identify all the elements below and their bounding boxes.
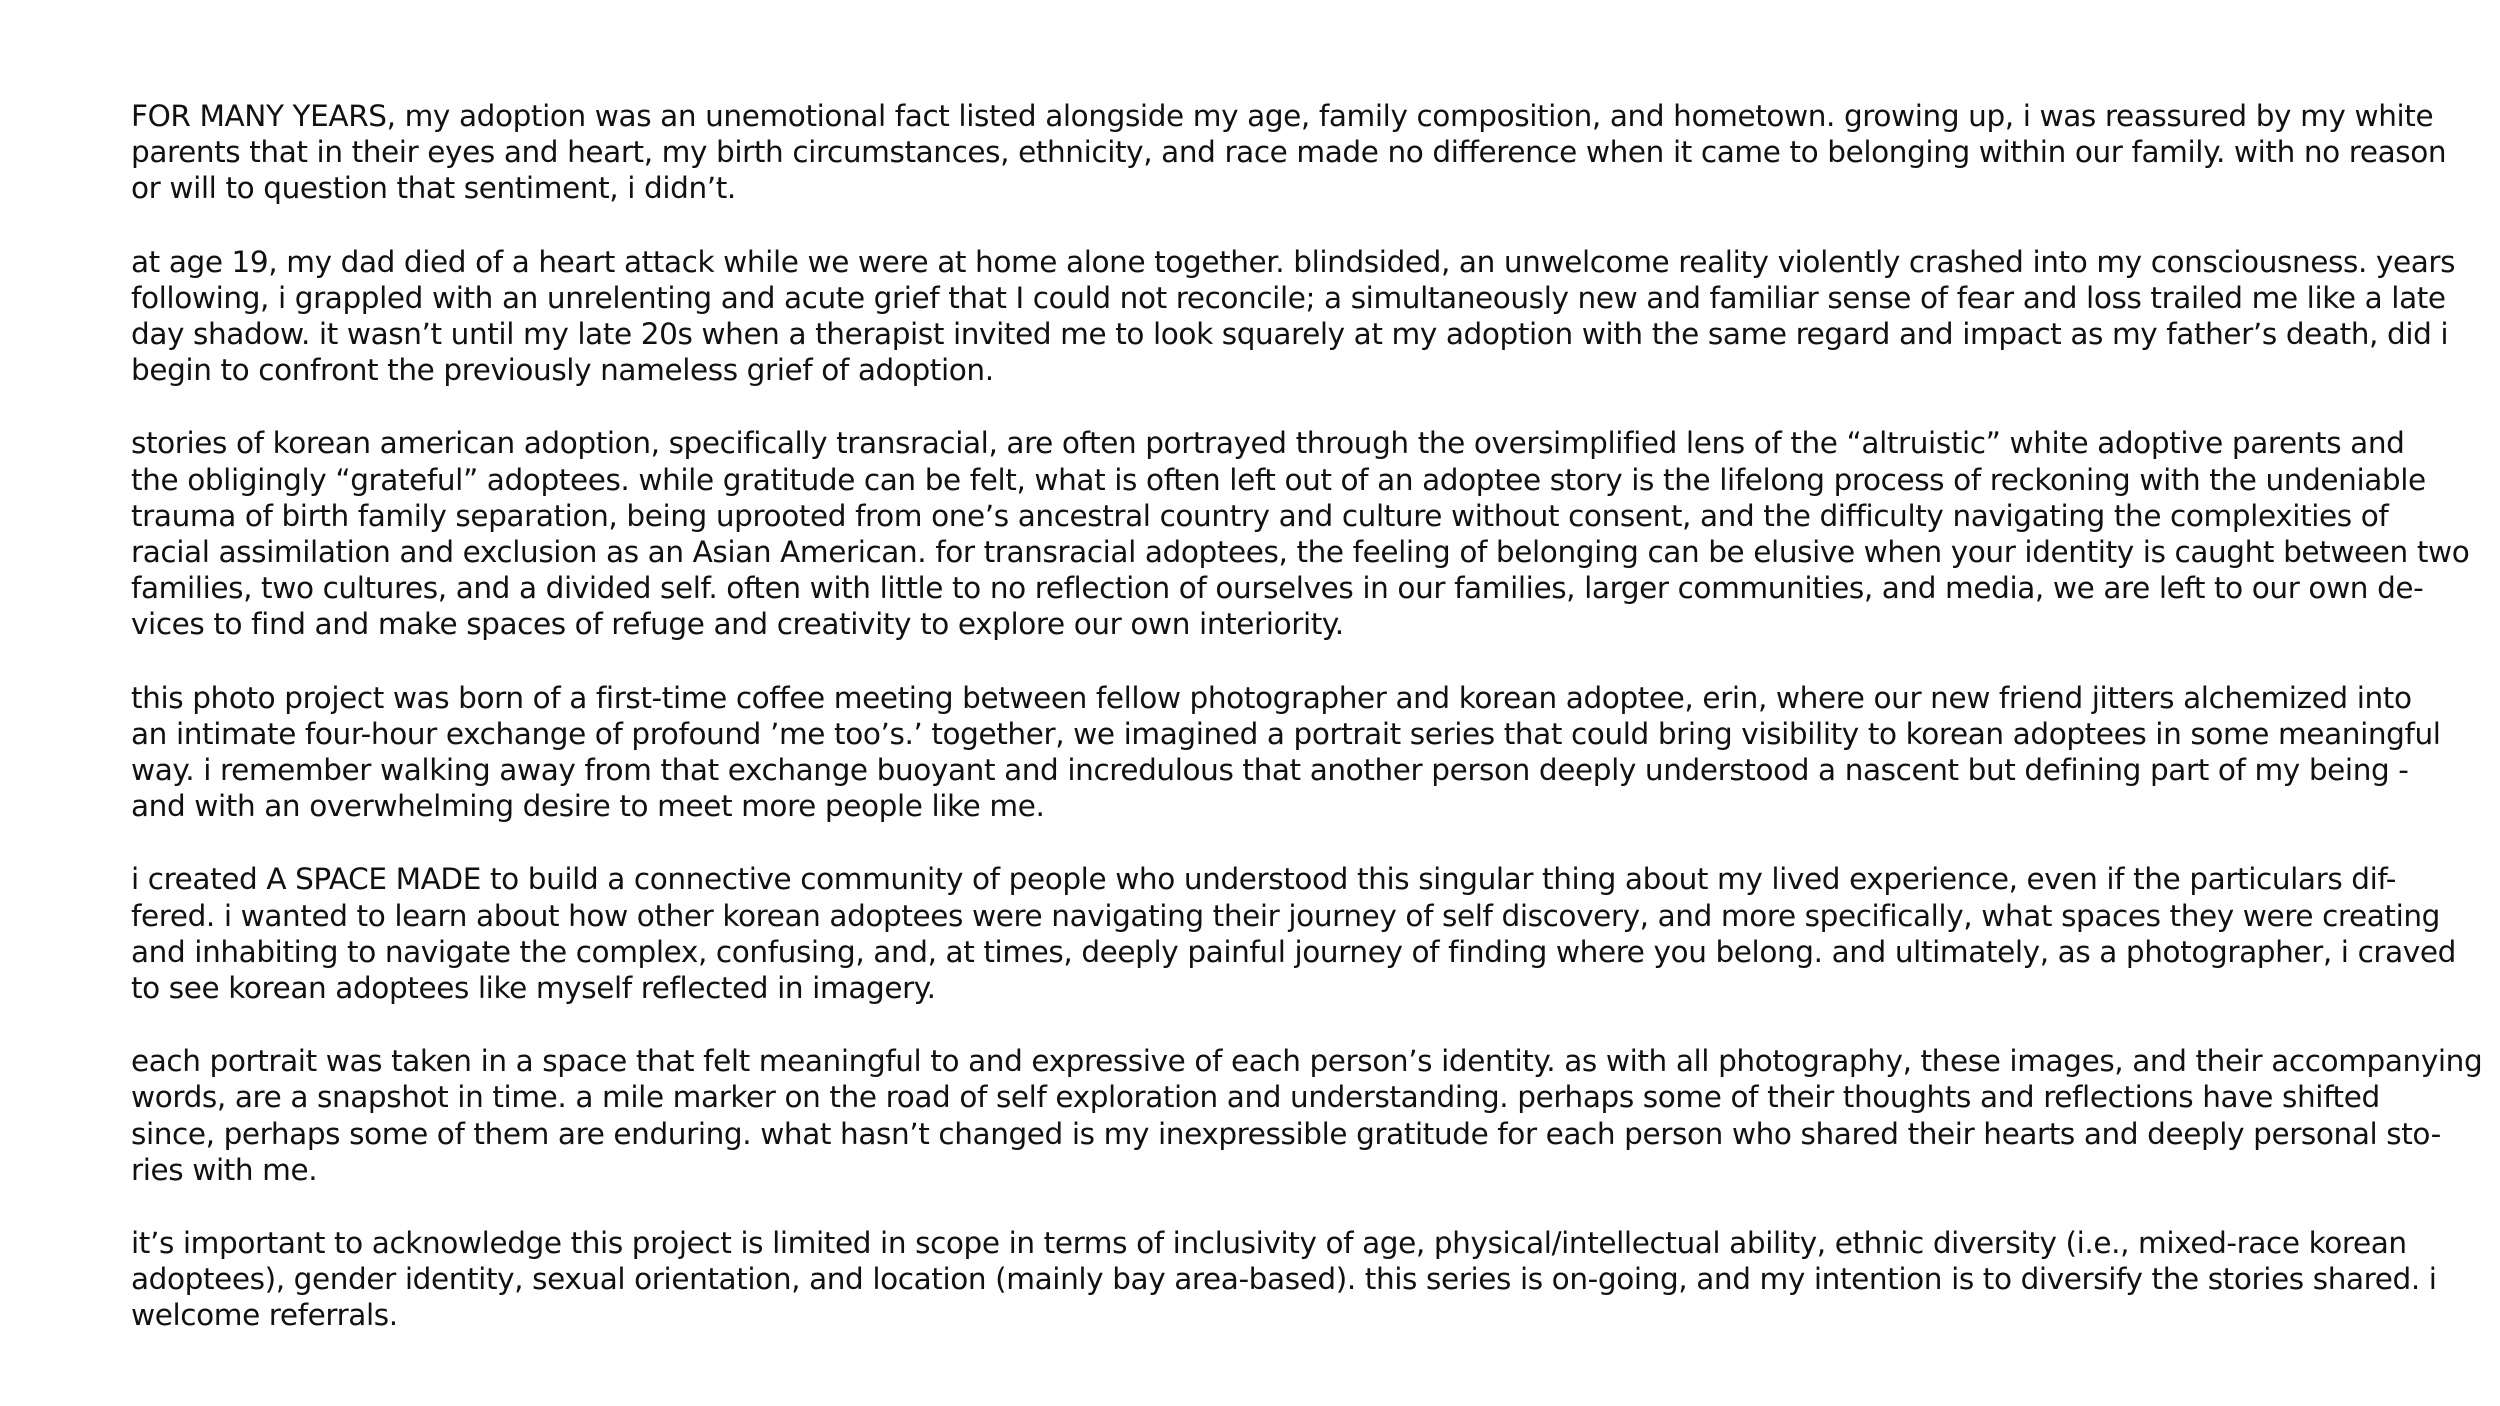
text-line: each portrait was taken in a space that felt meaningful to and expressive of each person’s identity. as with all photography, these images, and their accompanying: [131, 1044, 2483, 1079]
paragraph-intro: [131, 98, 2447, 207]
text-line: words, are a snapshot in time. a mile marker on the road of self exploration and understanding. perhaps some of their thoughts and reflections have shifted: [131, 1080, 2380, 1115]
text-line: and with an overwhelming desire to meet more people like me.: [131, 789, 1045, 824]
paragraph-limitations: [131, 1225, 2437, 1334]
paragraph-portraits: [131, 1043, 2483, 1188]
text-line: this photo project was born of a first-time coffee meeting between fellow photographer and korean adoptee, erin, where our new friend jitters alchemized into: [131, 680, 2412, 715]
text-line: vices to find and make spaces of refuge and creativity to explore our own interiority.: [131, 607, 1344, 642]
text-line: i created A SPACE MADE to build a connective community of people who understood this singular thing about my lived experience, even if the particulars dif-: [131, 862, 2397, 897]
text-line: following, i grappled with an unrelenting and acute grief that I could not reconcile; a simultaneously new and familiar sense of fear and loss trailed me like a late: [131, 280, 2446, 315]
text-line: way. i remember walking away from that exchange buoyant and incredulous that another person deeply understood a nascent but defining part of my being -: [131, 753, 2409, 788]
text-line: stories of korean american adoption, specifically transracial, are often portrayed through the oversimplified lens of the “altruistic” white adoptive parents and: [131, 426, 2405, 461]
text-line: FOR MANY YEARS, my adoption was an unemotional fact listed alongside my age, family composition, and hometown. growing up, i was reassured by my white: [131, 99, 2434, 133]
text-line: ries with me.: [131, 1152, 318, 1187]
text-line: begin to confront the previously nameless grief of adoption.: [131, 353, 994, 388]
text-line: at age 19, my dad died of a heart attack while we were at home alone together. blindsided, an unwelcome reality violently crashed into my consciousness. years: [131, 244, 2456, 279]
text-line: since, perhaps some of them are enduring. what hasn’t changed is my inexpressible gratitude for each person who shared their hearts and deeply personal sto-: [131, 1116, 2441, 1151]
text-line: parents that in their eyes and heart, my birth circumstances, ethnicity, and race made no difference when it came to belonging within our family. with no reason: [131, 135, 2447, 170]
text-line: day shadow. it wasn’t until my late 20s when a therapist invited me to look squarely at my adoption with the same regard and impact as my father’s death, did i: [131, 317, 2449, 352]
text-line: racial assimilation and exclusion as an Asian American. for transracial adoptees, the feeling of belonging can be elusive when your identity is caught between two: [131, 535, 2470, 570]
text-line: to see korean adoptees like myself reflected in imagery.: [131, 971, 936, 1006]
text-line: trauma of birth family separation, being uprooted from one’s ancestral country and culture without consent, and the difficulty navigating the complexities of: [131, 498, 2389, 533]
paragraph-fathers-death: [131, 244, 2456, 389]
text-line: fered. i wanted to learn about how other korean adoptees were navigating their journey of self discovery, and more specifically, what spaces they were creating: [131, 898, 2441, 933]
essay-body: [131, 98, 2483, 1371]
paragraph-project-origin: [131, 680, 2441, 825]
text-line: and inhabiting to navigate the complex, confusing, and, at times, deeply painful journey of finding where you belong. and ultimately, as a photographer, i craved: [131, 934, 2456, 969]
text-line: adoptees), gender identity, sexual orientation, and location (mainly bay area-based). this series is on-going, and my intention is to diversify the stories shared. i: [131, 1262, 2437, 1297]
paragraph-adoption-stories: [131, 425, 2470, 642]
text-line: families, two cultures, and a divided self. often with little to no reflection of ourselves in our families, larger communities, and media, we are left to our own de-: [131, 571, 2424, 606]
text-line: an intimate four-hour exchange of profound ’me too’s.’ together, we imagined a portrait series that could bring visibility to korean adoptees in some meaningful: [131, 716, 2441, 751]
text-line: the obligingly “grateful” adoptees. while gratitude can be felt, what is often left out of an adoptee story is the lifelong process of reckoning with the undeniable: [131, 462, 2426, 497]
text-line: welcome referrals.: [131, 1298, 398, 1333]
text-line: it’s important to acknowledge this project is limited in scope in terms of inclusivity of age, physical/intellectual ability, ethnic diversity (i.e., mixed-race korean: [131, 1226, 2407, 1261]
text-line: or will to question that sentiment, i didn’t.: [131, 171, 736, 206]
paragraph-a-space-made: [131, 861, 2456, 1006]
